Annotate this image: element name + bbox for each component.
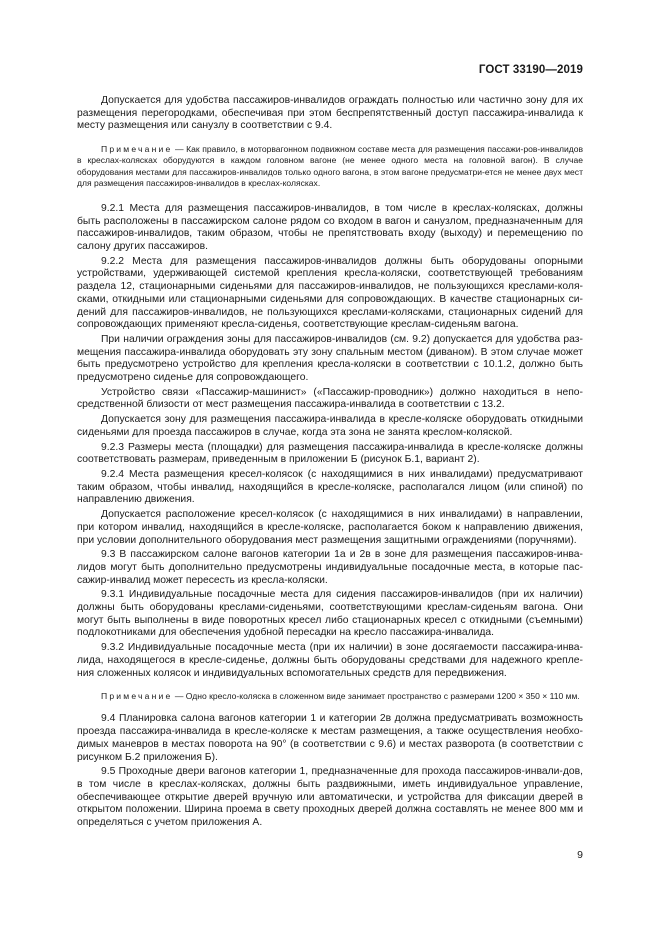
paragraph: Устройство связи «Пассажир-машинист» («Пассажир-проводник») должно находиться в непо-средственной близости от мест размещения пассажира-инвалида в соответствии с 13.2. xyxy=(77,386,583,411)
paragraph: Допускается расположение кресел-колясок (с находящимися в них инвалидами) в направлении, при котором инвалид, находящийся в кресле-коляске, располагается боком к направлению движения, при условии дополнительного оборудования мест размещения защитными ограждениями (поручнями). xyxy=(77,509,583,546)
note-paragraph xyxy=(77,691,583,702)
note-label: Примечание xyxy=(101,691,173,702)
note-text: — Как правило, в моторвагонном подвижном составе места для размещения пассажи-ров-инвалидов в креслах-колясках оборудуются в каждом головном вагоне (не менее одного места на головной вагон). В случае оборудования местами для пассажиров-инвалидов только одного вагона, в этом вагоне предусматри-ется не менее двух мест для размещения пассажиров-инвалидов в креслах-колясках. xyxy=(77,144,583,188)
paragraph: 9.4 Планировка салона вагонов категории 1 и категории 2в должна предусматривать возможность проезда пассажира-инвалида в кресле-коляске к местам размещения, а также осуществления необхо-димых маневров в местах поворота на 90° (в соответствии с 9.6) и местах разворота (в соответствии с рисунком Б.2 приложения Б). xyxy=(77,713,583,763)
document-id: ГОСТ 33190—2019 xyxy=(478,64,583,76)
body-text xyxy=(77,95,583,832)
paragraph: 9.3 В пассажирском салоне вагонов категории 1а и 2в в зоне для размещения пассажиров-инва-лидов могут быть дополнительно предусмотрены индивидуальные посадочные места, в которые пас-сажир-инвалид может пересесть из кресла-коляски. xyxy=(77,549,583,586)
paragraph: 9.2.2 Места для размещения пассажиров-инвалидов должны быть оборудованы опорными устройствами, удерживающей системой крепления кресла-коляски, соответствующей требованиям раздела 12, стационарными сиденьями для пассажиров-инвалидов, не пользующихся креслами-коля-сками, откидными или стационарными сиденьями для сопровождающих. В качестве стационарных си-дений для пассажиров-инвалидов, не пользующихся креслами-колясками, стационарных сидений для сопровождающих применяют кресла-сиденья, соответствующие креслам-сиденьям вагона. xyxy=(77,255,583,331)
paragraph: Допускается для удобства пассажиров-инвалидов ограждать полностью или частично зону для их размещения перегородками, обеспечивая при этом беспрепятственный доступ пассажира-инвалида к месту размещения или санузлу в соответствии с 9.4. xyxy=(77,95,583,132)
page-number: 9 xyxy=(577,849,583,861)
paragraph: 9.2.1 Места для размещения пассажиров-инвалидов, в том числе в креслах-колясках, должны быть расположены в пассажирском салоне рядом со входом в вагон и санузлом, предназначенным для пассажиров-инвалидов, таким образом, чтобы не препятствовать входу (выходу) и перемещению по салону других пассажиров. xyxy=(77,202,583,253)
paragraph: 9.5 Проходные двери вагонов категории 1, предназначенные для прохода пассажиров-инвали-дов, в том числе в креслах-колясках, должны быть раздвижными, иметь индивидуальное управление, обеспечивающее открытие дверей вручную или автоматически, и устройства для фиксации дверей в открытом положении. Ширина проема в свету проходных дверей должна составлять не менее 800 мм и определяться с учетом приложения А. xyxy=(77,766,583,829)
paragraph: 9.2.4 Места размещения кресел-колясок (с находящимися в них инвалидами) предусматривают таким образом, чтобы инвалид, находящийся в кресле-коляске, располагался лицом (или спиной) по направлению движения. xyxy=(77,468,583,506)
paragraph: При наличии ограждения зоны для пассажиров-инвалидов (см. 9.2) допускается для удобства раз-мещения пассажира-инвалида оборудовать эту зону спальным местом (диваном). В этом случае может быть предусмотрено устройство для крепления кресла-коляски в соответствии с 10.1.2, должно быть предусмотрено сиденье для сопровождающего. xyxy=(77,333,583,384)
note-text: — Одно кресло-коляска в сложенном виде занимает пространство с размерами 1200 × 350 × 110 мм. xyxy=(172,691,580,702)
note-label: Примечание xyxy=(101,144,173,155)
paragraph: Допускается зону для размещения пассажира-инвалида в кресле-коляске оборудовать откидными сиденьями для проезда пассажиров в случае, когда эта зона не занята креслом-коляской. xyxy=(77,414,583,438)
paragraph: 9.2.3 Размеры места (площадки) для размещения пассажира-инвалида в кресле-коляске должны соответствовать размерам, приведенным в приложении Б (рисунок Б.1, вариант 2). xyxy=(77,441,583,466)
paragraph: 9.3.1 Индивидуальные посадочные места для сидения пассажиров-инвалидов (при их наличии) должны быть оборудованы креслами-сиденьями, соответствующими креслам-сиденьям вагона. Они могут быть выполнены в виде поворотных кресел либо стационарных кресел с откидными (съемными) подлокотниками для обеспечения удобной пересадки на кресло пассажира-инвалида. xyxy=(77,589,583,639)
note-paragraph xyxy=(77,144,583,189)
paragraph: 9.3.2 Индивидуальные посадочные места (при их наличии) в зоне досягаемости пассажира-инва-лида, находящегося в кресле-сиденье, должны быть оборудованы средствами для надежного крепле-ния сложенных колясок и индивидуальных вспомогательных средств для передвижения. xyxy=(77,642,583,679)
